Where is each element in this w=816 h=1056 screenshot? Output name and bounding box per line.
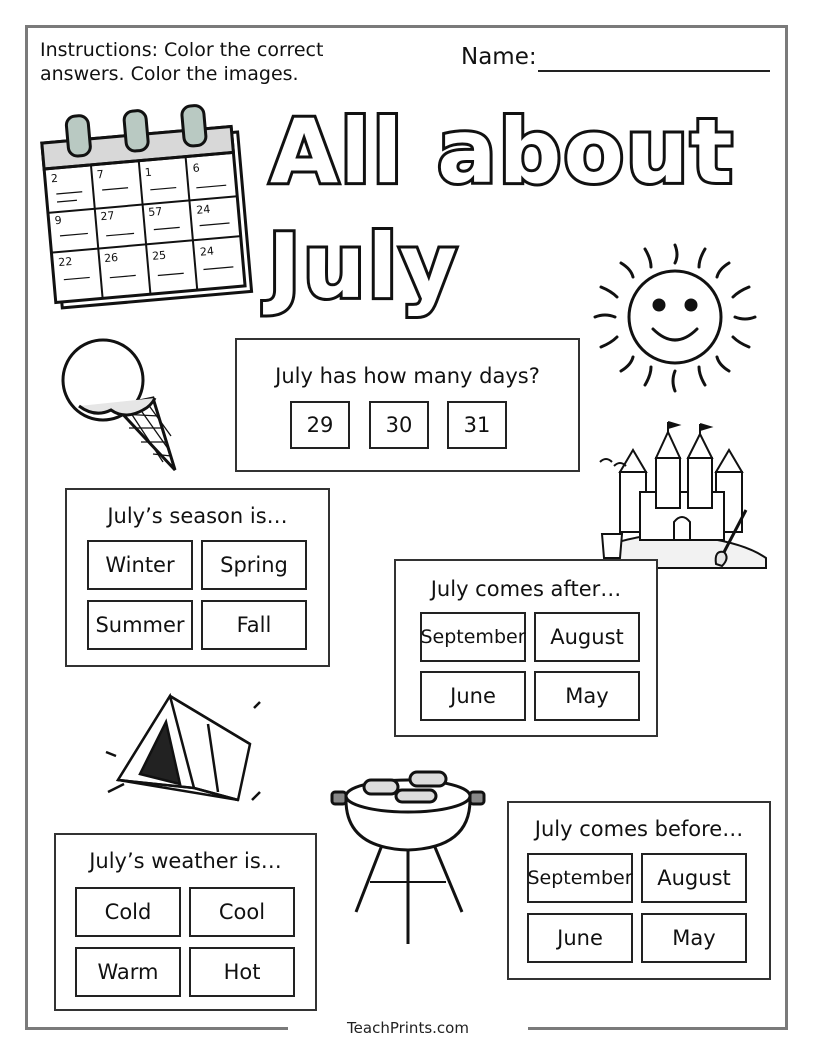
option-may[interactable]: May (641, 913, 747, 963)
calendar-number: 25 (151, 248, 167, 263)
calendar-number: 27 (99, 209, 116, 224)
calendar-number: 22 (57, 254, 73, 270)
ice-cream-icon[interactable] (55, 336, 185, 478)
question-days (235, 338, 580, 472)
option-summer[interactable]: Summer (87, 600, 193, 650)
question-days-text: July has how many days? (275, 364, 540, 388)
option-29[interactable]: 29 (290, 401, 350, 449)
option-warm[interactable]: Warm (75, 947, 181, 997)
option-hot[interactable]: Hot (189, 947, 295, 997)
title-line-2: July (268, 215, 459, 318)
question-comes-before (507, 801, 771, 980)
option-30[interactable]: 30 (369, 401, 429, 449)
calendar-number: 26 (103, 250, 119, 266)
option-spring[interactable]: Spring (201, 540, 307, 590)
option-september[interactable]: September (420, 612, 526, 662)
option-august[interactable]: August (534, 612, 640, 662)
question-weather-text: July’s weather is… (89, 849, 282, 873)
instructions: Instructions: Color the correct answers. Color the images. (40, 39, 324, 85)
calendar-number: 2 (50, 171, 59, 186)
option-september[interactable]: September (527, 853, 633, 903)
question-comes-before-text: July comes before… (534, 817, 744, 841)
question-comes-after (394, 559, 658, 737)
calendar-number: 9 (54, 213, 63, 228)
tent-icon[interactable] (104, 688, 264, 810)
name-field[interactable] (538, 70, 770, 72)
option-cold[interactable]: Cold (75, 887, 181, 937)
calendar-number: 1 (144, 165, 153, 180)
calendar-number: 24 (195, 202, 211, 217)
option-cool[interactable]: Cool (189, 887, 295, 937)
sun-icon[interactable] (585, 235, 765, 400)
option-may[interactable]: May (534, 671, 640, 721)
calendar-number: 6 (192, 161, 201, 176)
sandcastle-icon[interactable] (596, 418, 772, 576)
question-comes-after-text: July comes after… (430, 577, 622, 601)
option-fall[interactable]: Fall (201, 600, 307, 650)
option-winter[interactable]: Winter (87, 540, 193, 590)
option-june[interactable]: June (420, 671, 526, 721)
name-label: Name: (461, 44, 537, 70)
grill-icon[interactable] (330, 762, 486, 950)
title-line-1: All about (270, 100, 735, 203)
option-august[interactable]: August (641, 853, 747, 903)
question-season-text: July’s season is… (107, 504, 288, 528)
calendar-icon[interactable] (38, 104, 260, 314)
calendar-number: 7 (96, 167, 105, 182)
question-weather (54, 833, 317, 1011)
calendar-number: 57 (147, 204, 163, 220)
calendar-number: 24 (199, 244, 215, 259)
question-season (65, 488, 330, 667)
footer-credit: TeachPrints.com (347, 1019, 469, 1037)
option-june[interactable]: June (527, 913, 633, 963)
option-31[interactable]: 31 (447, 401, 507, 449)
